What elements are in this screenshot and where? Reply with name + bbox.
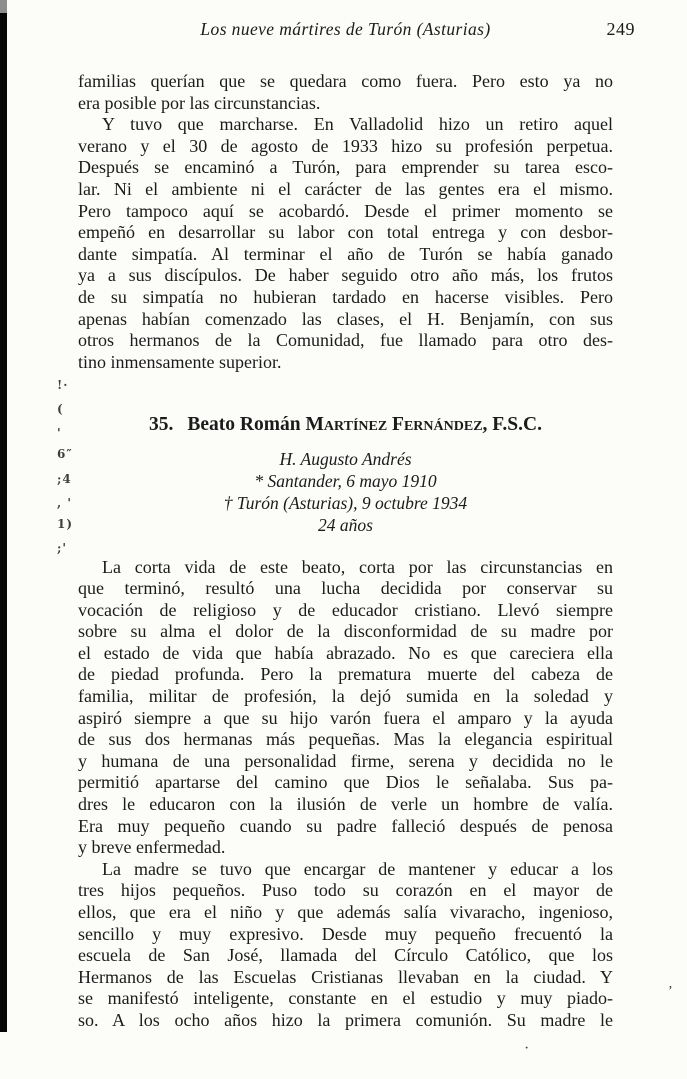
text-line: Y tuvo que marcharse. En Valladolid hizo un retiro aquel	[102, 114, 613, 135]
running-title: Los nueve mártires de Turón (Asturias)	[200, 19, 491, 39]
ink-smudge: 6″	[57, 447, 73, 461]
text-line: 24 años	[318, 514, 373, 535]
text-line: y breve enfermedad.	[78, 837, 226, 858]
text-line: era posible por las circunstancias.	[78, 92, 321, 113]
text-line: La madre se tuvo que encargar de mantener y educar a los	[102, 858, 613, 879]
text-line: apenas habían comenzado las clases, el H. Benjamín, con sus	[78, 308, 613, 329]
ink-smudge: ;'	[57, 541, 68, 555]
section-title-plain: Beato Román	[187, 414, 301, 436]
text-line: se manifestó inteligente, constante en el estudio y muy piado-	[78, 988, 613, 1009]
ink-smudge: , '	[57, 496, 73, 510]
paragraph-continuation	[78, 71, 613, 114]
text-line: verano y el 30 de agosto de 1933 hizo su profesión perpetua.	[78, 135, 613, 156]
ink-smudge: !·	[57, 378, 69, 392]
text-line: dante simpatía. Al terminar el año de Turón se había ganado	[78, 243, 613, 264]
text-line: Hermanos de las Escuelas Cristianas llevaban en la ciudad. Y	[78, 966, 613, 987]
text-line: tres hijos pequeños. Puso todo su corazón en el mayor de	[78, 880, 613, 901]
text-line: el estado de vida que había abrazado. No es que careciera ella	[78, 642, 613, 663]
text-line: empeñó en desarrollar su labor con total entrega y con desbor-	[78, 222, 613, 243]
section-title-smallcaps: Martínez Fernández,	[305, 414, 488, 436]
text-line: Era muy pequeño cuando su padre falleció después de penosa	[78, 815, 613, 836]
ink-smudge: ;4	[57, 472, 72, 486]
ink-smudge: 1)	[57, 517, 74, 531]
text-line: de sus dos hermanas más pequeñas. Mas la elegancia espiritual	[78, 729, 613, 750]
ink-smudge: (	[57, 402, 64, 416]
text-line: otros hermanos de la Comunidad, fue llamado para otro des-	[78, 330, 613, 351]
text-line: Después se encaminó a Turón, para emprender su tarea esco-	[78, 157, 613, 178]
scan-edge-artifact-bar	[0, 13, 7, 1032]
paragraph-valladolid	[78, 114, 613, 373]
biographical-vitals	[78, 449, 613, 536]
text-line: so. A los ocho años hizo la primera comunión. Su madre le	[78, 1009, 613, 1030]
text-line: ellos, que era el niño y que además salía vivaracho, ingenioso,	[78, 902, 613, 922]
section-number: 35.	[149, 414, 174, 436]
text-line: de su simpatía no hubieran tardado en hacerse visibles. Pero	[78, 286, 613, 307]
stray-mark-right: ’	[668, 984, 673, 999]
text-line: La corta vida de este beato, corta por las circunstancias en	[102, 556, 613, 577]
ink-smudge: '	[57, 426, 62, 440]
text-line: dres le educaron con la ilusión de verle un hombre de valía.	[78, 794, 613, 815]
text-line: aspiró siempre a que su hijo varón fuera el amparo y la ayuda	[78, 707, 613, 728]
text-line: * Santander, 6 mayo 1910	[254, 471, 437, 492]
text-line: H. Augusto Andrés	[279, 449, 412, 470]
text-line: de piedad profunda. Pero la prematura muerte del cabeza de	[78, 664, 613, 685]
text-line: ya a sus discípulos. De haber seguido otro año más, los frutos	[78, 265, 613, 286]
scan-edge-artifact-cap	[0, 0, 7, 13]
text-line: lar. Ni el ambiente ni el carácter de las gentes era el mismo.	[78, 178, 613, 199]
text-line: sobre su alma el dolor de la disconformidad de su madre por	[78, 621, 613, 642]
text-line: sencillo y muy expresivo. Desde muy pequeño frecuentó la	[78, 923, 613, 944]
section-heading	[78, 412, 613, 438]
text-line: permitió apartarse del camino que Dios le señalaba. Sus pa-	[78, 772, 613, 793]
text-line: vocación de religioso y de educador cristiano. Llevó siempre	[78, 599, 613, 620]
text-line: escuela de San José, llamada del Círculo Católico, que los	[78, 945, 613, 966]
text-line: tino inmensamente superior.	[78, 351, 282, 372]
paragraph-short-life	[78, 557, 613, 859]
text-line: familias querían que se quedara como fuera. Pero esto ya no	[78, 71, 613, 91]
text-line: † Turón (Asturias), 9 octubre 1934	[223, 492, 468, 513]
text-line: y humana de una personalidad firme, serena y decidida no le	[78, 750, 613, 771]
page-number: 249	[606, 19, 635, 39]
section-title-suffix: F.S.C.	[492, 414, 542, 436]
text-line: que terminó, resultó una lucha decidida por conservar su	[78, 578, 613, 599]
stray-dot: ·	[524, 1040, 530, 1057]
paragraph-mother	[78, 859, 613, 1032]
running-head	[78, 19, 613, 40]
body-text	[78, 71, 613, 1032]
text-line: Pero tampoco aquí se acobardó. Desde el primer momento se	[78, 200, 613, 221]
text-line: familia, militar de profesión, la dejó sumida en la soledad y	[78, 686, 613, 707]
